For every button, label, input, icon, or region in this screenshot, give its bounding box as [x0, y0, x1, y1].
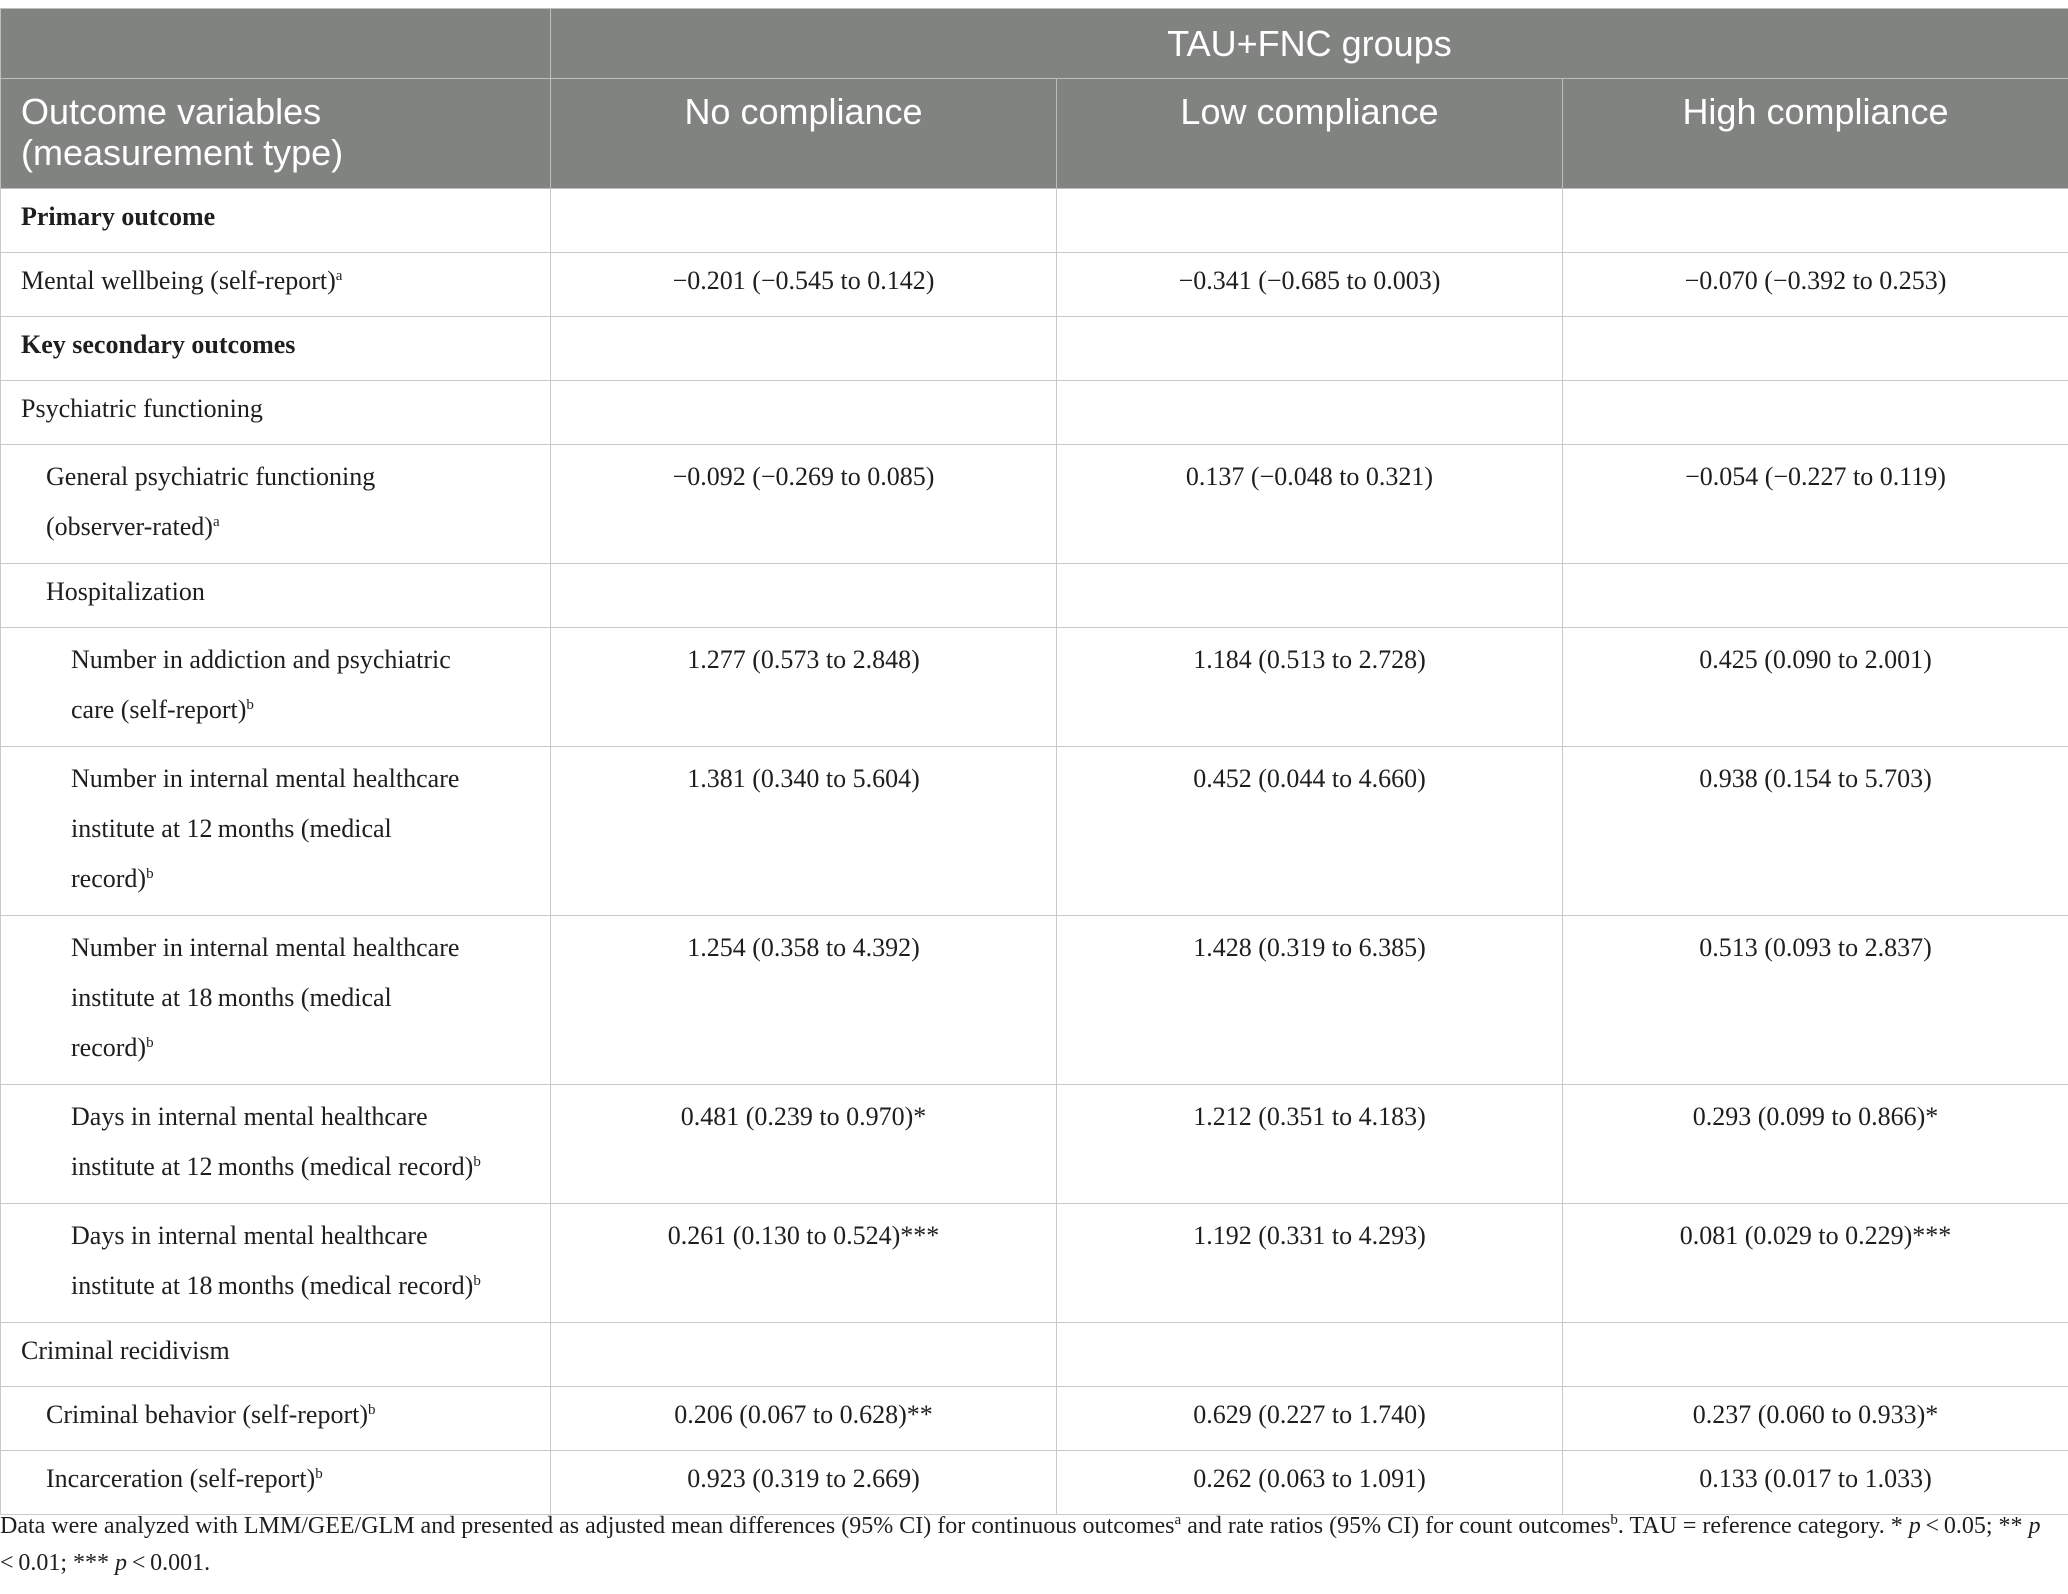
value-cell [551, 564, 1057, 628]
header-empty-cell [1, 9, 551, 79]
value-cell: 0.513 (0.093 to 2.837) [1563, 916, 2068, 1085]
table-row [1, 1387, 2068, 1451]
value-cell: 0.237 (0.060 to 0.933)* [1563, 1387, 2068, 1451]
subsection-row [1, 1323, 2068, 1387]
value-cell: 0.206 (0.067 to 0.628)** [551, 1387, 1057, 1451]
value-cell: 1.254 (0.358 to 4.392) [551, 916, 1057, 1085]
outcome-header-line2: (measurement type) [21, 132, 344, 173]
table-row [1, 916, 2068, 1085]
footnote-marker: a [335, 268, 343, 284]
table-row [1, 1085, 2068, 1204]
outcome-column-header [1, 79, 551, 189]
value-cell: −0.341 (−0.685 to 0.003) [1057, 253, 1563, 317]
value-cell: 0.262 (0.063 to 1.091) [1057, 1451, 1563, 1515]
value-cell [1057, 564, 1563, 628]
value-cell: 0.481 (0.239 to 0.970)* [551, 1085, 1057, 1204]
value-cell: 1.212 (0.351 to 4.183) [1057, 1085, 1563, 1204]
table-footnote: Data were analyzed with LMM/GEE/GLM and presented as adjusted mean differences (95% CI) for continuous outcomes$^a$ and rate ratios (95% CI) for count outcomes$^b$. TAU = reference category. * p < 0.05; ** p < 0.01; *** p < 0.001. [0, 1512, 2046, 1576]
row-label: Mental wellbeing (self-report)$^a$ [1, 253, 551, 317]
section-label-secondary: Key secondary outcomes [1, 317, 551, 381]
row-label: Number in addiction and psychiatric care (self-report)$^b$ [1, 628, 551, 747]
column-header-no-compliance: No compliance [551, 79, 1057, 189]
value-cell: 0.425 (0.090 to 2.001) [1563, 628, 2068, 747]
value-cell: 0.261 (0.130 to 0.524)*** [551, 1204, 1057, 1323]
section-row-secondary [1, 317, 2068, 381]
row-label: Days in internal mental healthcare institute at 18 months (medical record)$^b$ [1, 1204, 551, 1323]
footnote-marker: b [473, 1273, 481, 1289]
row-label: General psychiatric functioning (observer-rated)$^a$ [1, 445, 551, 564]
table-row [1, 1451, 2068, 1515]
section-label-primary: Primary outcome [1, 189, 551, 253]
footnote-marker: b [246, 697, 254, 713]
value-cell: −0.054 (−0.227 to 0.119) [1563, 445, 2068, 564]
value-cell [1057, 381, 1563, 445]
value-cell: 1.428 (0.319 to 6.385) [1057, 916, 1563, 1085]
row-label: Hospitalization [1, 564, 551, 628]
column-header-high-compliance: High compliance [1563, 79, 2068, 189]
value-cell [1563, 1323, 2068, 1387]
results-table [0, 8, 2068, 1515]
value-cell [1563, 564, 2068, 628]
footnote-marker: b [146, 866, 154, 882]
value-cell: 0.293 (0.099 to 0.866)* [1563, 1085, 2068, 1204]
value-cell [1563, 381, 2068, 445]
value-cell [1057, 1323, 1563, 1387]
section-row-primary [1, 189, 2068, 253]
value-cell: 0.133 (0.017 to 1.033) [1563, 1451, 2068, 1515]
value-cell: −0.092 (−0.269 to 0.085) [551, 445, 1057, 564]
outcome-header-line1: Outcome variables [21, 91, 322, 132]
table-row [1, 1204, 2068, 1323]
value-cell: 0.629 (0.227 to 1.740) [1057, 1387, 1563, 1451]
value-cell: 1.277 (0.573 to 2.848) [551, 628, 1057, 747]
value-cell: 0.938 (0.154 to 5.703) [1563, 747, 2068, 916]
value-cell: 1.184 (0.513 to 2.728) [1057, 628, 1563, 747]
header-columns-row [1, 79, 2068, 189]
footnote-marker: a [212, 514, 220, 530]
value-cell: 1.192 (0.331 to 4.293) [1057, 1204, 1563, 1323]
table-row [1, 253, 2068, 317]
subsection-row [1, 381, 2068, 445]
group-header: TAU+FNC groups [551, 9, 2068, 79]
footnote-marker: b [368, 1402, 376, 1418]
footnote-marker: b [473, 1154, 481, 1170]
row-label: Incarceration (self-report)$^b$ [1, 1451, 551, 1515]
value-cell: −0.201 (−0.545 to 0.142) [551, 253, 1057, 317]
footnote-marker: b [146, 1035, 154, 1051]
row-label: Number in internal mental healthcare institute at 18 months (medical record)$^b$ [1, 916, 551, 1085]
row-label: Number in internal mental healthcare institute at 12 months (medical record)$^b$ [1, 747, 551, 916]
table-row [1, 628, 2068, 747]
value-cell: 1.381 (0.340 to 5.604) [551, 747, 1057, 916]
value-cell: 0.923 (0.319 to 2.669) [551, 1451, 1057, 1515]
value-cell [551, 381, 1057, 445]
value-cell: −0.070 (−0.392 to 0.253) [1563, 253, 2068, 317]
value-cell: 0.452 (0.044 to 4.660) [1057, 747, 1563, 916]
table-row [1, 747, 2068, 916]
row-label: Criminal behavior (self-report)$^b$ [1, 1387, 551, 1451]
value-cell: 0.137 (−0.048 to 0.321) [1057, 445, 1563, 564]
table-row [1, 445, 2068, 564]
row-label: Days in internal mental healthcare institute at 12 months (medical record)$^b$ [1, 1085, 551, 1204]
footnote-marker: b [315, 1466, 323, 1482]
header-group-row [1, 9, 2068, 79]
row-label: Psychiatric functioning [1, 381, 551, 445]
subsection-row [1, 564, 2068, 628]
row-label: Criminal recidivism [1, 1323, 551, 1387]
value-cell [551, 1323, 1057, 1387]
value-cell: 0.081 (0.029 to 0.229)*** [1563, 1204, 2068, 1323]
column-header-low-compliance: Low compliance [1057, 79, 1563, 189]
